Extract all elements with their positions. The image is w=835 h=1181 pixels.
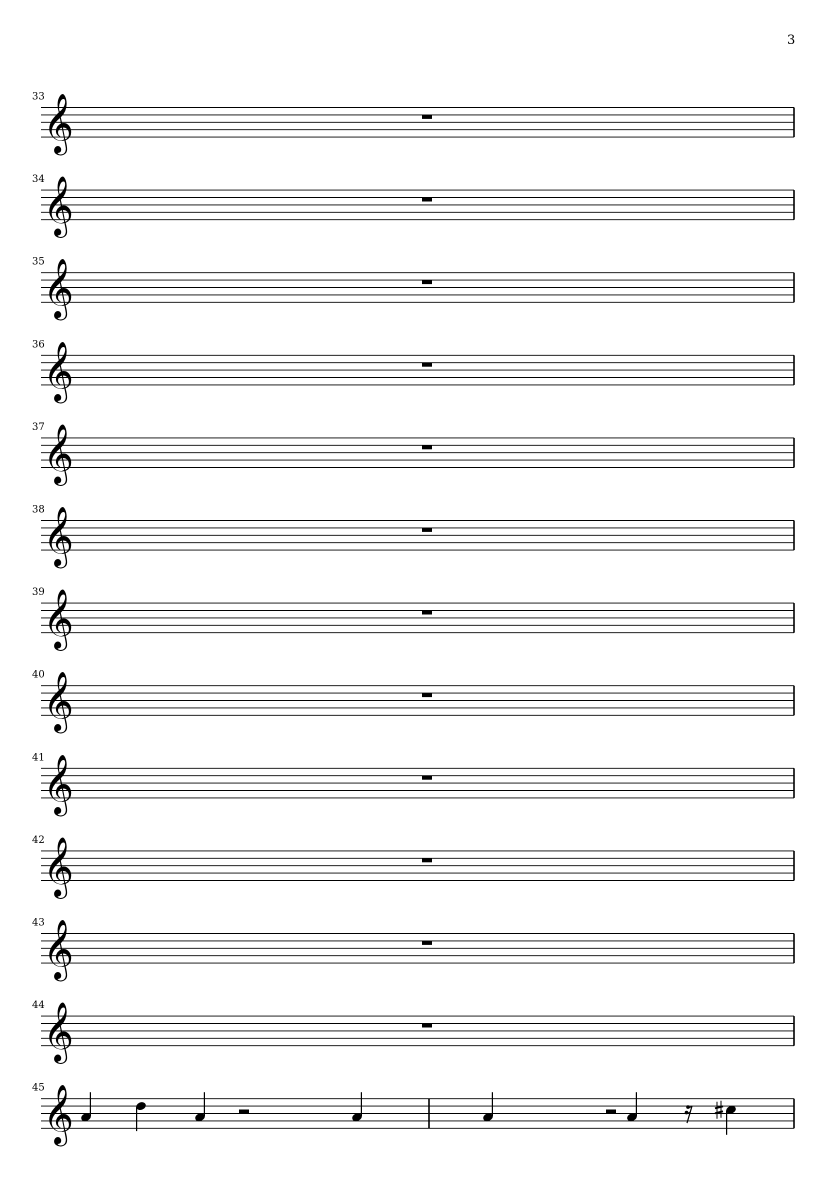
measure-number: 44 xyxy=(32,1000,45,1012)
treble-clef-icon: 𝄞 xyxy=(43,93,74,154)
staff-system-33 xyxy=(32,92,794,156)
treble-clef-icon: 𝄞 xyxy=(43,341,74,402)
whole-rest-icon xyxy=(422,693,432,697)
half-rest-icon xyxy=(606,1110,616,1114)
measure-number: 40 xyxy=(32,669,45,681)
staff-system-43 xyxy=(32,918,794,982)
whole-rest-icon xyxy=(422,941,432,945)
measure-number: 41 xyxy=(32,752,45,764)
staff-system-42 xyxy=(32,835,794,899)
staff-system-44 xyxy=(32,1000,794,1064)
treble-clef-icon: 𝄞 xyxy=(43,258,74,319)
sharp-stroke xyxy=(715,1106,723,1108)
measure-number: 42 xyxy=(32,834,45,846)
treble-clef-icon: 𝄞 xyxy=(43,506,74,567)
staff-system-37 xyxy=(32,422,794,486)
measure-number: 37 xyxy=(32,421,45,433)
treble-clef-icon: 𝄞 xyxy=(43,1002,74,1063)
measure-number: 38 xyxy=(32,504,45,516)
treble-clef-icon: 𝄞 xyxy=(43,176,74,237)
whole-rest-icon xyxy=(422,611,432,615)
note-A4 xyxy=(482,1092,494,1122)
whole-rest-icon xyxy=(422,445,432,449)
treble-clef-icon: 𝄞 xyxy=(43,919,74,980)
treble-clef-icon: 𝄞 xyxy=(43,423,74,484)
treble-clef-icon: 𝄞 xyxy=(43,589,74,650)
measure-number: 39 xyxy=(32,587,45,599)
whole-rest-icon xyxy=(422,528,432,532)
whole-rest-icon xyxy=(422,280,432,284)
staff-system-34 xyxy=(32,174,794,238)
note-A4 xyxy=(626,1092,638,1122)
staff-system-40 xyxy=(32,670,794,734)
sharp-stroke xyxy=(715,1111,723,1113)
note-A4 xyxy=(80,1092,92,1122)
whole-rest-icon xyxy=(422,198,432,202)
whole-rest-icon xyxy=(422,1024,432,1028)
whole-rest-icon xyxy=(422,858,432,862)
measure-number: 34 xyxy=(32,174,45,186)
treble-clef-icon: 𝄞 xyxy=(43,1084,74,1145)
measure-number: 33 xyxy=(32,91,45,103)
whole-rest-icon xyxy=(422,776,432,780)
staff-system-41 xyxy=(32,752,794,816)
treble-clef-icon: 𝄞 xyxy=(43,671,74,732)
half-rest-icon xyxy=(239,1110,249,1114)
staff-system-45 xyxy=(32,1083,794,1147)
whole-rest-icon xyxy=(422,115,432,119)
staff-system-38 xyxy=(32,505,794,569)
treble-clef-icon: 𝄞 xyxy=(43,836,74,897)
page-number: 3 xyxy=(787,33,796,48)
sixteenth-rest-icon xyxy=(685,1105,692,1123)
note-D5 xyxy=(135,1101,147,1131)
note-A4 xyxy=(194,1092,206,1122)
staff-system-35 xyxy=(32,257,794,321)
note-A4 xyxy=(351,1092,363,1122)
staff-system-39 xyxy=(32,587,794,651)
whole-rest-icon xyxy=(422,363,432,367)
treble-clef-icon: 𝄞 xyxy=(43,754,74,815)
sharp-icon xyxy=(715,1101,723,1119)
measure-number: 35 xyxy=(32,256,45,268)
measure-number: 43 xyxy=(32,917,45,929)
measure-number: 45 xyxy=(32,1082,45,1094)
staff-system-36 xyxy=(32,339,794,403)
measure-number: 36 xyxy=(32,339,45,351)
